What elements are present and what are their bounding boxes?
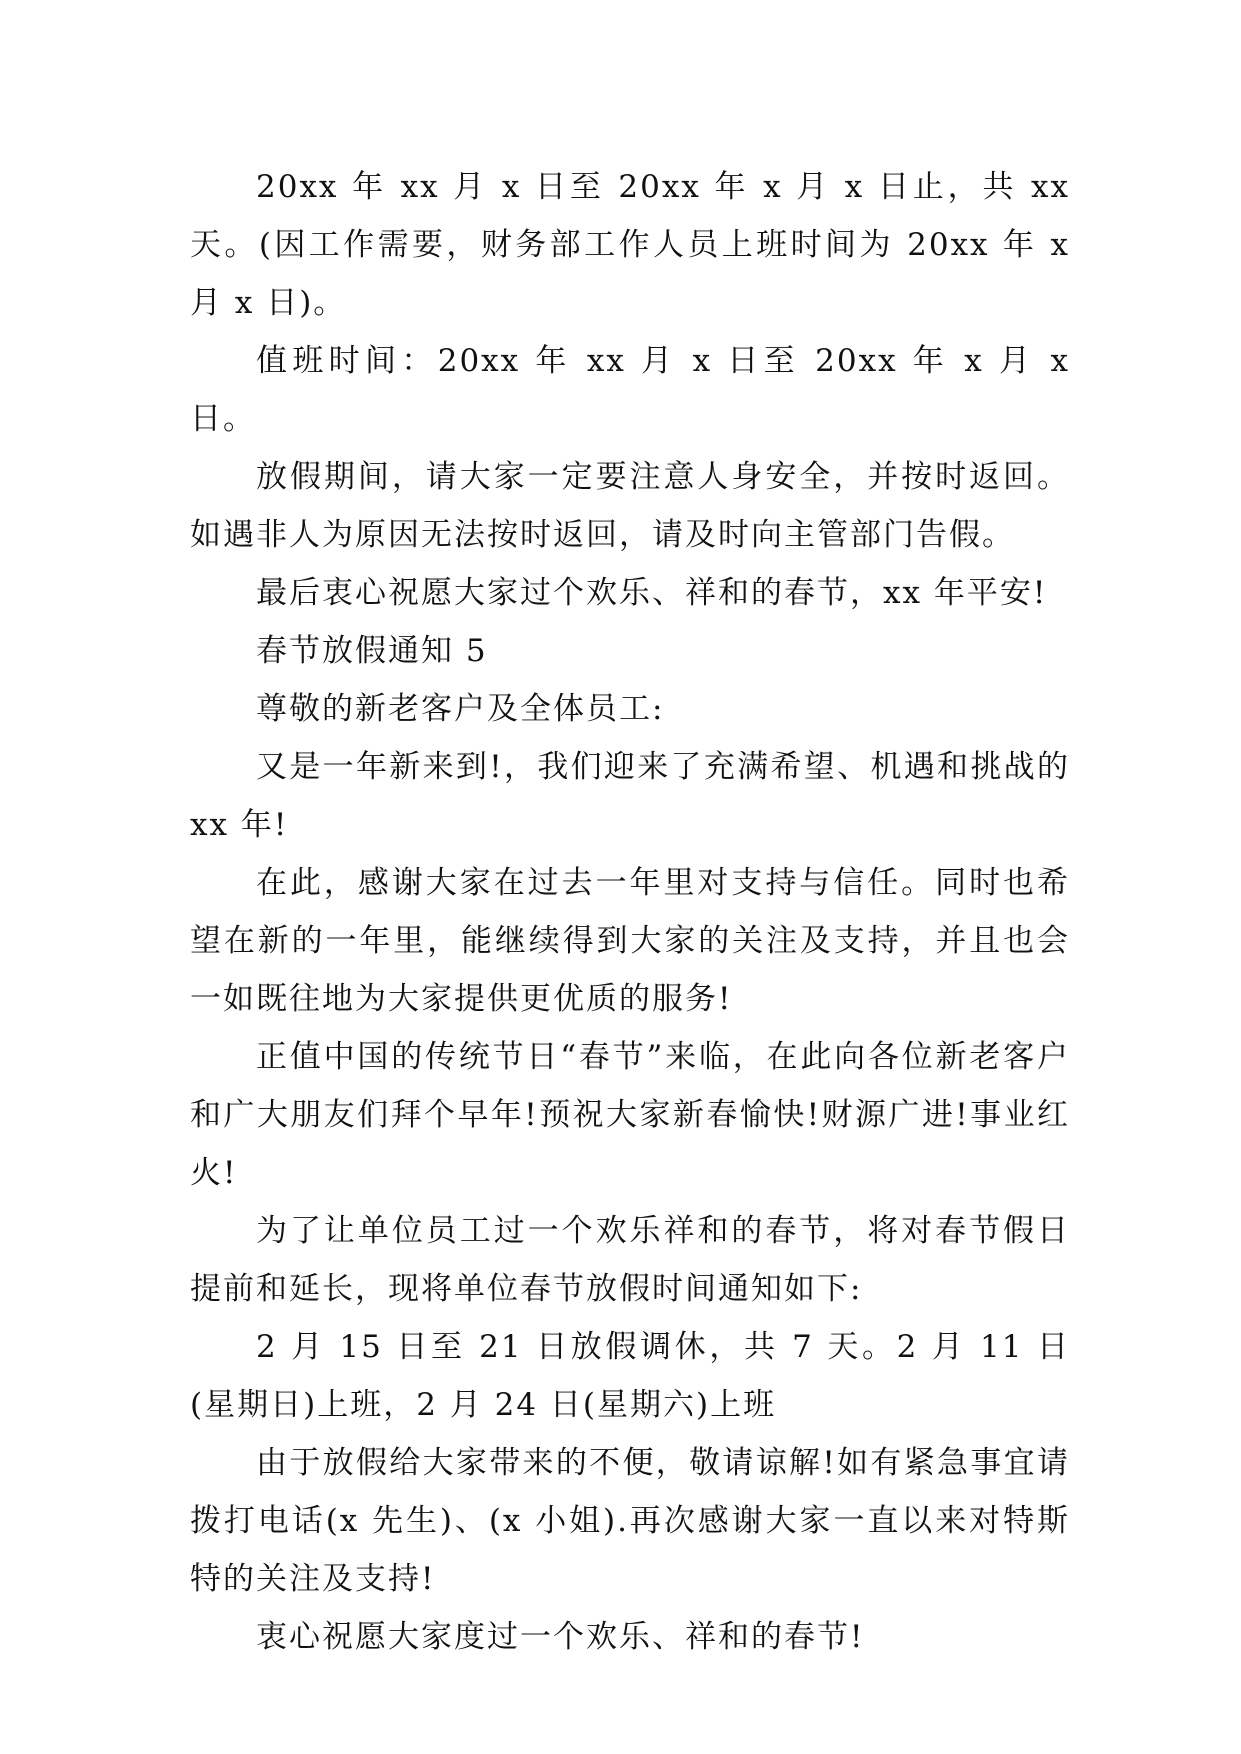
- section-title: 春节放假通知 5: [256, 633, 488, 669]
- document-body: [190, 158, 1070, 1666]
- paragraph-closing-wish: 最后衷心祝愿大家过个欢乐、祥和的春节，xx 年平安!: [256, 575, 1048, 611]
- paragraph-new-year: 又是一年新来到!，我们迎来了充满希望、机遇和挑战的 xx 年!: [190, 749, 1070, 843]
- paragraph-schedule: 2 月 15 日至 21 日放假调休，共 7 天。2 月 11 日(星期日)上班，2 月 24 日(星期六)上班: [190, 1329, 1070, 1423]
- salutation: 尊敬的新老客户及全体员工:: [256, 691, 665, 727]
- paragraph-thanks: 在此，感谢大家在过去一年里对支持与信任。同时也希望在新的一年里，能继续得到大家的关注及支持，并且也会一如既往地为大家提供更优质的服务!: [190, 865, 1070, 1017]
- paragraph-final-wish: 衷心祝愿大家度过一个欢乐、祥和的春节!: [256, 1619, 865, 1655]
- paragraph-safety-notice: 放假期间，请大家一定要注意人身安全，并按时返回。如遇非人为原因无法按时返回，请及时向主管部门告假。: [190, 459, 1070, 553]
- paragraph-holiday-dates: 20xx 年 xx 月 x 日至 20xx 年 x 月 x 日止，共 xx 天。(因工作需要，财务部工作人员上班时间为 20xx 年 x 月 x 日)。: [190, 169, 1070, 321]
- paragraph-duty-time: 值班时间：20xx 年 xx 月 x 日至 20xx 年 x 月 x 日。: [190, 343, 1070, 437]
- paragraph-contact: 由于放假给大家带来的不便，敬请谅解!如有紧急事宜请拨打电话(x 先生)、(x 小姐).再次感谢大家一直以来对特斯特的关注及支持!: [190, 1445, 1070, 1597]
- paragraph-greetings: 正值中国的传统节日“春节”来临，在此向各位新老客户和广大朋友们拜个早年!预祝大家新春愉快!财源广进!事业红火!: [190, 1039, 1070, 1191]
- paragraph-arrangement-intro: 为了让单位员工过一个欢乐祥和的春节，将对春节假日提前和延长，现将单位春节放假时间通知如下:: [190, 1213, 1070, 1307]
